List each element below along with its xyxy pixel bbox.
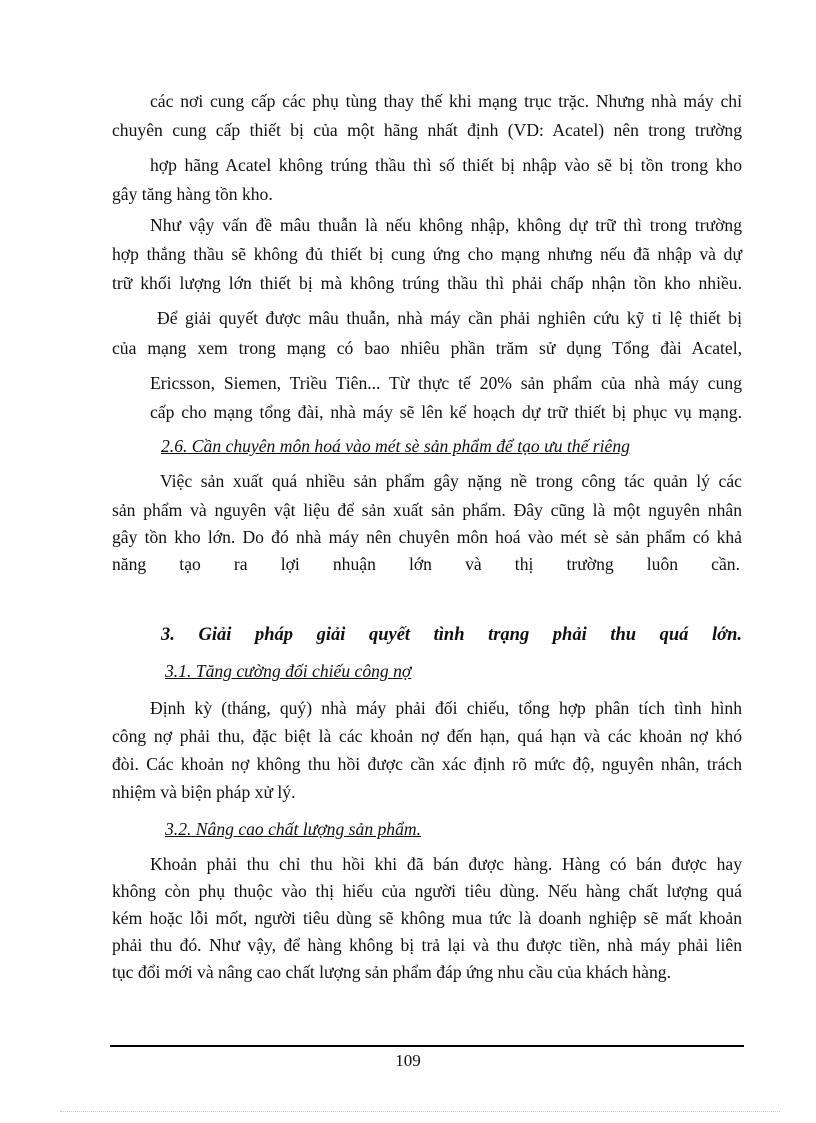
paragraph-6-line-5: tục đổi mới và nâng cao chất lượng sản phẩm đáp ứng nhu cầu của khách hàng.	[112, 962, 671, 982]
paragraph-2-line-3: trữ khối lượng lớn thiết bị mà không trúng thầu thì phải chấp nhận tồn kho nhiều.	[112, 273, 742, 293]
paragraph-4-line-2: sản phẩm và nguyên vật liệu để sản xuất sản phẩm. Đây cũng là một nguyên nhân	[112, 500, 742, 520]
paragraph-2-line-1: Như vậy vấn đề mâu thuẫn là nếu không nhập, không dự trữ thì trong trường	[150, 215, 742, 235]
paragraph-3-line-3: Ericsson, Siemen, Triều Tiên... Từ thực tế 20% sản phẩm của nhà máy cung	[150, 373, 742, 393]
paragraph-3-line-1: Để giải quyết được mâu thuẫn, nhà máy cần phải nghiên cứu kỹ tỉ lệ thiết bị	[157, 308, 742, 328]
paragraph-5-line-1: Định kỳ (tháng, quý) nhà máy phải đối chiếu, tổng hợp phân tích tình hình	[150, 698, 742, 718]
paragraph-6-line-1: Khoản phải thu chỉ thu hồi khi đã bán được hàng. Hàng có bán được hay	[150, 854, 742, 874]
paragraph-1-line-2: chuyên cung cấp thiết bị của một hãng nhất định (VD: Acatel) nên trong trường	[112, 120, 742, 140]
paragraph-5-line-2: công nợ phải thu, đặc biệt là các khoản nợ đến hạn, quá hạn và các khoản nợ khó	[112, 726, 742, 746]
paragraph-1-line-4: gây tăng hàng tồn kho.	[112, 184, 273, 204]
paragraph-4-line-4: năng tạo ra lợi nhuận lớn và thị trường luôn cần.	[112, 554, 740, 574]
paragraph-1-line-3: hợp hãng Acatel không trúng thầu thì số thiết bị nhập vào sẽ bị tồn trong kho	[150, 155, 742, 175]
paragraph-6-line-4: phải thu đó. Như vậy, để hàng không bị trả lại và thu được tiền, nhà máy phải liên	[112, 935, 742, 955]
paragraph-2-line-2: hợp thắng thầu sẽ không đủ thiết bị cung ứng cho mạng nhưng nếu đã nhập và dự	[112, 244, 742, 264]
footer-rule	[110, 1045, 744, 1047]
paragraph-3-line-4: cấp cho mạng tổng đài, nhà máy sẽ lên kế hoạch dự trữ thiết bị phục vụ mạng.	[150, 402, 742, 422]
paragraph-6-line-2: không còn phụ thuộc vào thị hiếu của người tiêu dùng. Nếu hàng chất lượng quá	[112, 881, 742, 901]
heading-3-1: 3.1. Tăng cường đối chiếu công nợ	[165, 661, 412, 681]
heading-2-6: 2.6. Cần chuyên môn hoá vào mét sè sản phẩm để tạo ưu thế riêng	[161, 436, 630, 456]
paragraph-5-line-4: nhiệm và biện pháp xử lý.	[112, 782, 296, 802]
page-bottom-dotted-border	[60, 1111, 780, 1112]
paragraph-6-line-3: kém hoặc lỗi mốt, người tiêu dùng sẽ không mua tức là doanh nghiệp sẽ mất khoản	[112, 908, 742, 928]
paragraph-3-line-2: của mạng xem trong mạng có bao nhiêu phần trăm sử dụng Tổng đài Acatel,	[112, 338, 742, 358]
paragraph-1-line-1: các nơi cung cấp các phụ tùng thay thế khi mạng trục trặc. Nhưng nhà máy chỉ	[150, 91, 742, 111]
paragraph-4-line-1: Việc sản xuất quá nhiều sản phẩm gây nặng nề trong công tác quản lý các	[160, 471, 742, 491]
heading-3-2: 3.2. Nâng cao chất lượng sản phẩm.	[165, 819, 422, 839]
paragraph-4-line-3: gây tồn kho lớn. Do đó nhà máy nên chuyên môn hoá vào mét sè sản phẩm có khả	[112, 527, 742, 547]
paragraph-5-line-3: đòi. Các khoản nợ không thu hồi được cần xác định rõ mức độ, nguyên nhân, trách	[112, 754, 742, 774]
page-number: 109	[395, 1051, 421, 1070]
heading-3: 3. Giải pháp giải quyết tình trạng phải thu quá lớn.	[161, 625, 742, 645]
